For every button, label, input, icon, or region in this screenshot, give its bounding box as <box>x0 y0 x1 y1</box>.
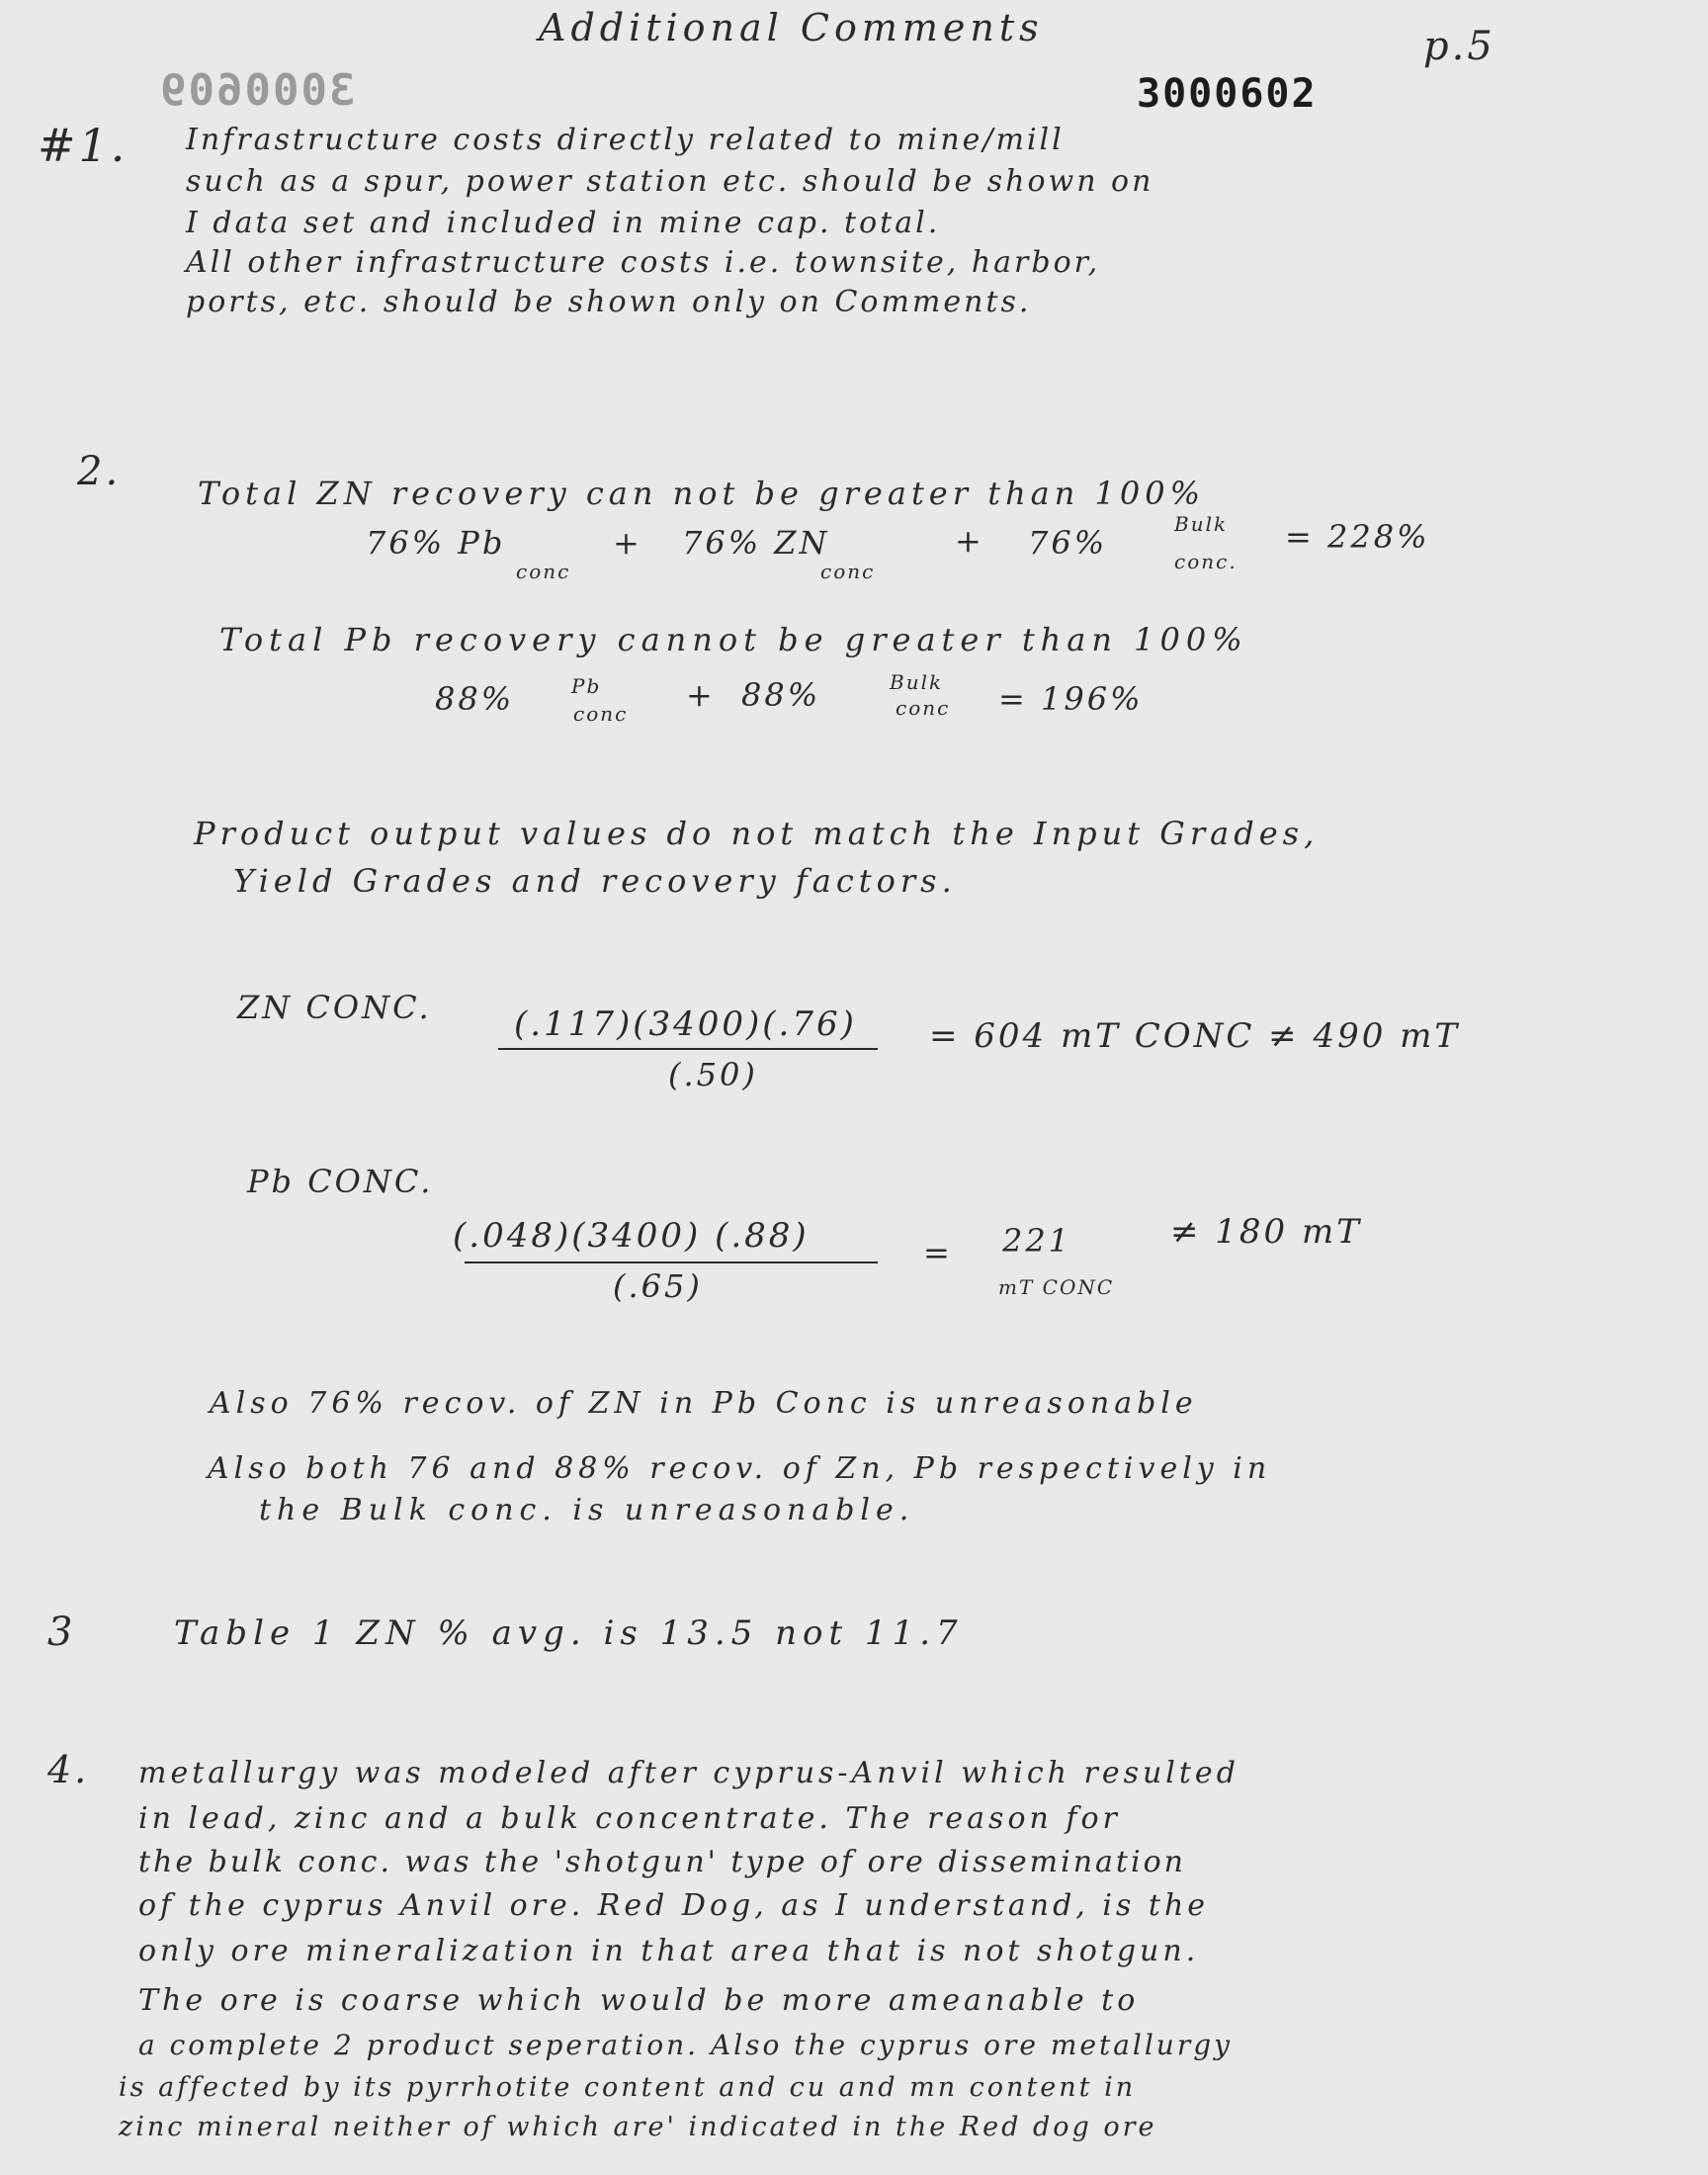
zn-sum-term-c-top: Bulk <box>1174 512 1229 536</box>
product-output-line-2: Yield Grades and recovery factors. <box>233 862 957 900</box>
item-4-line-9: zinc mineral neither of which are' indicated in the Red dog ore <box>119 2112 1157 2142</box>
zn-sum-plus-1: + <box>613 524 642 562</box>
also-line-3: the Bulk conc. is unreasonable. <box>259 1493 915 1527</box>
item-4-line-8: is affected by its pyrrhotite content and cu and mn content in <box>119 2072 1137 2103</box>
item-3-text: Table 1 ZN % avg. is 13.5 not 11.7 <box>174 1613 964 1653</box>
item-1-line-1: Infrastructure costs directly related to mine/mill <box>186 123 1065 157</box>
item-1-line-5: ports, etc. should be shown only on Comments. <box>186 285 1032 319</box>
zn-total-recovery: Total ZN recovery can not be greater than 100% <box>198 475 1206 512</box>
pb-calc-equals: = <box>923 1234 953 1271</box>
pb-total-recovery: Total Pb recovery cannot be greater than 100% <box>219 621 1248 658</box>
item-1-line-4: All other infrastructure costs i.e. townsite, harbor, <box>186 245 1101 280</box>
zn-calc-result: = 604 mT CONC ≠ 490 mT <box>929 1016 1461 1056</box>
pb-sum-term-a: 88% <box>435 680 515 718</box>
also-line-2: Also both 76 and 88% recov. of Zn, Pb respectively in <box>208 1451 1272 1486</box>
item-4-line-2: in lead, zinc and a bulk concentrate. The reason for <box>138 1801 1121 1836</box>
pb-sum-term-a-top: Pb <box>571 674 602 698</box>
zn-sum-term-a: 76% Pb <box>366 524 506 562</box>
pb-calc-value: 221 <box>1002 1222 1072 1260</box>
zn-sum-term-c: 76% <box>1028 524 1108 562</box>
item-4-line-5: only ore mineralization in that area that is not shotgun. <box>138 1934 1200 1968</box>
zn-sum-term-b-sub: conc <box>820 560 876 583</box>
pb-sum-term-b: 88% <box>741 676 821 714</box>
zn-sum-term-a-sub: conc <box>516 560 571 583</box>
item-1-line-2: such as a spur, power station etc. should be shown on <box>186 164 1154 199</box>
zn-sum-plus-2: + <box>955 522 984 560</box>
zn-sum-result: = 228% <box>1285 518 1430 556</box>
zn-calc-denominator: (.50) <box>668 1056 758 1093</box>
item-1-line-3: I data set and included in mine cap. total. <box>186 206 941 240</box>
zn-calc-label: ZN CONC. <box>237 989 432 1026</box>
page-number: p.5 <box>1423 24 1495 69</box>
pb-calc-numerator: (.048)(3400) (.88) <box>453 1216 810 1256</box>
item-4-line-6: The ore is coarse which would be more ameanable to <box>138 1983 1140 2018</box>
item-4-number: 4. <box>47 1748 90 1791</box>
item-4-line-3: the bulk conc. was the 'shotgun' type of ore dissemination <box>138 1845 1186 1879</box>
pb-sum-term-a-sub: conc <box>573 702 629 726</box>
page-title: Additional Comments <box>539 6 1044 49</box>
item-4-line-7: a complete 2 product seperation. Also the cyprus ore metallurgy <box>138 2029 1233 2061</box>
also-line-1: Also 76% recov. of ZN in Pb Conc is unreasonable <box>210 1386 1198 1421</box>
item-2-number: 2. <box>77 449 122 494</box>
pb-calc-unit: mT CONC <box>998 1275 1115 1299</box>
pb-sum-term-b-top: Bulk <box>890 670 944 694</box>
zn-sum-term-c-bot: conc. <box>1174 550 1238 573</box>
document-stamp-number: 3000602 <box>1137 71 1318 117</box>
zn-calc-fraction-bar <box>498 1048 878 1050</box>
pb-calc-denominator: (.65) <box>613 1267 703 1305</box>
pb-sum-plus: + <box>686 676 716 714</box>
product-output-line-1: Product output values do not match the Input Grades, <box>194 815 1320 852</box>
zn-sum-term-b: 76% ZN <box>682 524 830 562</box>
zn-calc-numerator: (.117)(3400)(.76) <box>514 1004 857 1044</box>
item-3-number: 3 <box>47 1610 76 1655</box>
faded-stamp-number: 3000609 <box>158 65 356 116</box>
pb-calc-not-equal: ≠ 180 mT <box>1170 1212 1362 1252</box>
pb-calc-fraction-bar <box>465 1262 878 1263</box>
pb-sum-result: = 196% <box>998 680 1144 718</box>
pb-sum-term-b-sub: conc <box>896 696 951 720</box>
item-4-line-4: of the cyprus Anvil ore. Red Dog, as I understand, is the <box>138 1888 1210 1923</box>
pb-calc-label: Pb CONC. <box>247 1163 434 1200</box>
item-1-number: #1. <box>38 119 128 172</box>
item-4-line-1: metallurgy was modeled after cyprus-Anvil which resulted <box>138 1756 1239 1790</box>
